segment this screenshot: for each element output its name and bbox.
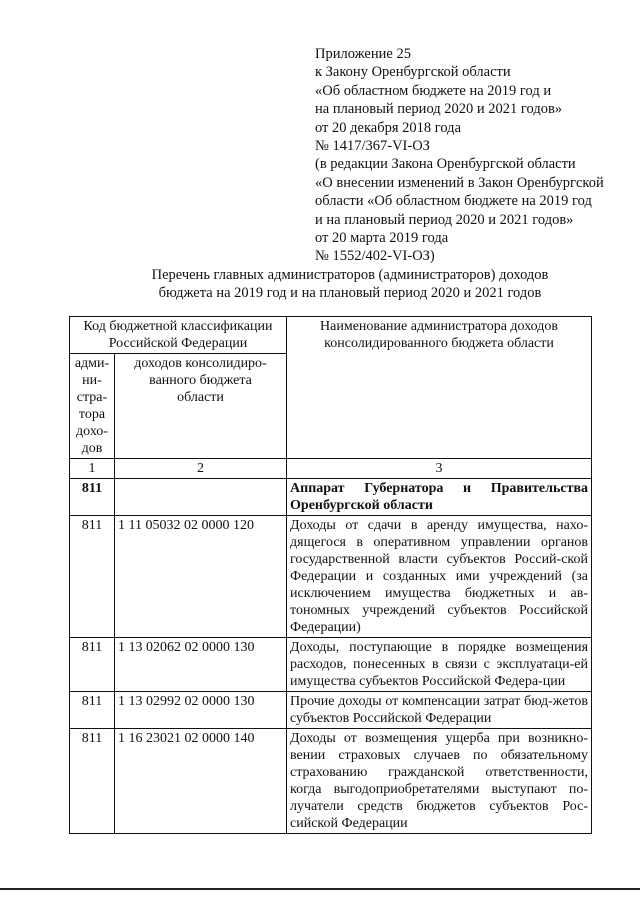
- admin-code-cell: 811: [70, 638, 115, 692]
- code-group-header: Код бюджетной классификации Российской Федерации: [70, 317, 287, 354]
- column-number: 1: [70, 459, 115, 479]
- appendix-line: на плановый период 2020 и 2021 годов»: [315, 101, 563, 118]
- appendix-line: от 20 декабря 2018 года: [315, 119, 461, 136]
- table-row: [70, 638, 592, 692]
- name-column-header: Наименование администратора доходов консолидированного бюджета области: [287, 317, 592, 459]
- appendix-line: № 1417/367-VI-ОЗ: [315, 138, 430, 155]
- appendix-line: и на плановый период 2020 и 2021 годов»: [315, 211, 574, 228]
- table-row: [70, 692, 592, 729]
- appendix-line: к Закону Оренбургской области: [315, 64, 511, 81]
- document-title: [60, 266, 640, 302]
- revenue-name-cell: Доходы от возмещения ущерба при возникно-вении страховых случаев по обязательному страхованию гражданской ответственности, когда выгодоприобретателями выступают по-лучатели средств бюджетов субъектов Рос-сийской Федерации: [287, 729, 592, 834]
- table-header-row: [70, 317, 592, 354]
- appendix-block: [315, 45, 615, 266]
- revenue-name-cell: Прочие доходы от компенсации затрат бюд-жетов субъектов Российской Федерации: [287, 692, 592, 729]
- admin-column-header: адми-ни-стра-тора дохо-дов: [70, 354, 115, 459]
- column-number: 2: [115, 459, 287, 479]
- revenue-name-cell: Доходы от сдачи в аренду имущества, нахо-дящегося в оперативном управлении органов государственной власти субъектов Россий-ской Федерации и созданных ими учреждений (за исключением имущества бюджетных и ав-тономных учреждений субъектов Российской Федерации): [287, 516, 592, 638]
- revenue-code-cell: [115, 479, 287, 516]
- revenue-code-cell: 1 11 05032 02 0000 120: [115, 516, 287, 638]
- appendix-line: области «Об областном бюджете на 2019 год: [315, 193, 592, 210]
- revenue-code-cell: 1 13 02062 02 0000 130: [115, 638, 287, 692]
- admin-code-cell: 811: [70, 692, 115, 729]
- revenue-administrators-table: [69, 316, 592, 834]
- table-row: [70, 729, 592, 834]
- revenue-code-cell: 1 13 02992 02 0000 130: [115, 692, 287, 729]
- admin-code-cell: 811: [70, 516, 115, 638]
- appendix-line: «Об областном бюджете на 2019 год и: [315, 82, 552, 99]
- appendix-line: Приложение 25: [315, 46, 411, 62]
- appendix-line: от 20 марта 2019 года: [315, 230, 449, 247]
- appendix-line: № 1552/402-VI-ОЗ): [315, 248, 435, 265]
- page-edge-line: [0, 888, 640, 890]
- title-line-2: бюджета на 2019 год и на плановый период 2020 и 2021 годов: [158, 285, 542, 301]
- appendix-line: (в редакции Закона Оренбургской области: [315, 156, 576, 173]
- table-row: [70, 516, 592, 638]
- administrator-name-cell: Аппарат Губернатора и Правительства Оренбургской области: [287, 479, 592, 516]
- column-number-row: [70, 459, 592, 479]
- column-number: 3: [287, 459, 592, 479]
- table-row: [70, 479, 592, 516]
- appendix-line: «О внесении изменений в Закон Оренбургской: [315, 174, 604, 191]
- revenue-column-header: доходов консолидиро-ванного бюджета области: [115, 354, 287, 459]
- revenue-code-cell: 1 16 23021 02 0000 140: [115, 729, 287, 834]
- revenue-name-cell: Доходы, поступающие в порядке возмещения расходов, понесенных в связи с эксплуатаци-ей имущества субъектов Российской Федера-ции: [287, 638, 592, 692]
- admin-code-cell: 811: [70, 479, 115, 516]
- title-line-1: Перечень главных администраторов (администраторов) доходов: [151, 267, 549, 283]
- admin-code-cell: 811: [70, 729, 115, 834]
